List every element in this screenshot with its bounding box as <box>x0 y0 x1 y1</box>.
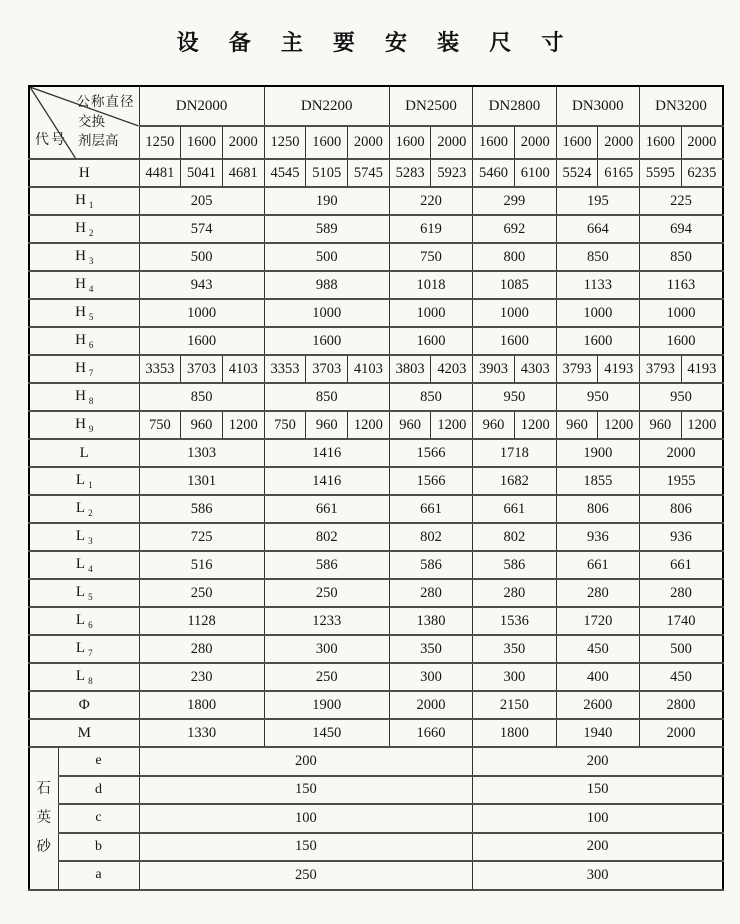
sand-value: 100 <box>473 804 723 833</box>
table-row <box>29 299 723 327</box>
layer-height-header: 2000 <box>681 126 723 159</box>
dimension-value: 586 <box>473 551 556 579</box>
dimension-value: 3353 <box>264 355 306 383</box>
dimension-value: 750 <box>389 243 472 271</box>
sand-value: 200 <box>473 747 723 776</box>
dimension-value: 4203 <box>431 355 473 383</box>
dimension-value: 1900 <box>556 439 639 467</box>
dimension-value: 692 <box>473 215 556 243</box>
dimension-value: 943 <box>139 271 264 299</box>
dimension-value: 4103 <box>222 355 264 383</box>
dimension-value: 3903 <box>473 355 515 383</box>
dimension-value: 1200 <box>598 411 640 439</box>
dimension-value: 280 <box>556 579 639 607</box>
dimension-value: 936 <box>640 523 723 551</box>
table-row <box>29 355 723 383</box>
layer-height-header: 2000 <box>598 126 640 159</box>
dimension-value: 1600 <box>640 327 723 355</box>
corner-exchange-line2: 剂层高 <box>78 133 119 148</box>
quartz-sand-char: 石 <box>36 780 51 797</box>
column-group-header: DN2500 <box>389 86 472 126</box>
dimension-value: 500 <box>139 243 264 271</box>
row-label-subscript: 1 <box>88 480 93 490</box>
table-row <box>29 383 723 411</box>
dimension-value: 3803 <box>389 355 431 383</box>
row-label-subscript: 7 <box>88 648 93 658</box>
dimension-value: 5283 <box>389 159 431 187</box>
row-label: H $_7$ <box>29 355 139 383</box>
dimension-value: 1128 <box>139 607 264 635</box>
dimension-value: 1682 <box>473 467 556 495</box>
dimension-value: 1600 <box>139 327 264 355</box>
dimension-value: 299 <box>473 187 556 215</box>
row-label: H $_2$ <box>29 215 139 243</box>
dimension-value: 960 <box>473 411 515 439</box>
dimension-value: 4193 <box>598 355 640 383</box>
corner-code-label: 代号 <box>35 133 67 148</box>
dimension-value: 280 <box>139 635 264 663</box>
layer-height-header: 1600 <box>556 126 598 159</box>
dimension-value: 960 <box>306 411 348 439</box>
dimension-value: 350 <box>473 635 556 663</box>
table-row <box>29 607 723 635</box>
row-label: L $_1$ <box>29 467 139 495</box>
dimension-value: 3793 <box>640 355 682 383</box>
dimension-value: 3793 <box>556 355 598 383</box>
table-row <box>29 271 723 299</box>
dimension-value: 802 <box>473 523 556 551</box>
dimension-value: 950 <box>473 383 556 411</box>
dimension-value: 1200 <box>222 411 264 439</box>
dimension-value: 1200 <box>681 411 723 439</box>
sand-value: 150 <box>473 776 723 805</box>
dimension-value: 1085 <box>473 271 556 299</box>
dimension-value: 3703 <box>181 355 223 383</box>
dimension-value: 190 <box>264 187 389 215</box>
dimension-value: 5524 <box>556 159 598 187</box>
dimension-value: 1000 <box>389 299 472 327</box>
dimension-value: 500 <box>264 243 389 271</box>
dimension-value: 960 <box>389 411 431 439</box>
dimension-value: 2600 <box>556 691 639 719</box>
dimension-value: 4681 <box>222 159 264 187</box>
dimension-value: 1000 <box>139 299 264 327</box>
dimension-value: 5460 <box>473 159 515 187</box>
page-title: 设 备 主 要 安 装 尺 寸 <box>176 30 576 55</box>
table-row <box>29 495 723 523</box>
dimension-value: 1660 <box>389 719 472 747</box>
quartz-sand-char: 砂 <box>36 838 51 855</box>
row-label: H $_8$ <box>29 383 139 411</box>
row-label: L $_6$ <box>29 607 139 635</box>
column-group-header: DN2000 <box>139 86 264 126</box>
dimension-value: 2000 <box>640 439 723 467</box>
dimension-value: 1380 <box>389 607 472 635</box>
sand-value: 150 <box>139 776 473 805</box>
layer-height-header: 1600 <box>640 126 682 159</box>
dimension-value: 950 <box>640 383 723 411</box>
dimension-value: 6165 <box>598 159 640 187</box>
row-label: L $_8$ <box>29 663 139 691</box>
dimension-value: 1233 <box>264 607 389 635</box>
sand-row-label: b <box>58 833 139 862</box>
dimension-value: 589 <box>264 215 389 243</box>
sand-value: 100 <box>139 804 473 833</box>
layer-height-header: 1250 <box>139 126 181 159</box>
dimension-value: 6235 <box>681 159 723 187</box>
dimension-value: 450 <box>556 635 639 663</box>
dimension-value: 1940 <box>556 719 639 747</box>
dimension-value: 1450 <box>264 719 389 747</box>
dimension-value: 300 <box>473 663 556 691</box>
dimension-value: 2000 <box>640 719 723 747</box>
row-label-subscript: 9 <box>88 424 94 434</box>
dimension-value: 1416 <box>264 439 389 467</box>
dimension-value: 1133 <box>556 271 639 299</box>
corner-cell <box>29 86 139 159</box>
dimension-value: 988 <box>264 271 389 299</box>
dimension-value: 661 <box>640 551 723 579</box>
dimension-value: 661 <box>389 495 472 523</box>
dimension-value: 1955 <box>640 467 723 495</box>
dimension-value: 1566 <box>389 467 472 495</box>
row-label-subscript: 3 <box>88 256 94 266</box>
dimension-value: 1200 <box>431 411 473 439</box>
row-label: H $_3$ <box>29 243 139 271</box>
dimension-value: 661 <box>556 551 639 579</box>
dimension-value: 1720 <box>556 607 639 635</box>
row-label-subscript: 1 <box>88 200 94 210</box>
table-row <box>29 243 723 271</box>
dimension-value: 220 <box>389 187 472 215</box>
dimension-value: 806 <box>640 495 723 523</box>
dimension-value: 250 <box>139 579 264 607</box>
sand-value: 300 <box>473 861 723 890</box>
row-label: H $_5$ <box>29 299 139 327</box>
dimension-value: 850 <box>389 383 472 411</box>
row-label-subscript: 2 <box>88 228 94 238</box>
table-row <box>29 833 723 862</box>
dimension-value: 1163 <box>640 271 723 299</box>
dimension-value: 1855 <box>556 467 639 495</box>
dimension-value: 2150 <box>473 691 556 719</box>
row-label: L $_4$ <box>29 551 139 579</box>
layer-height-header: 1600 <box>389 126 431 159</box>
dimension-value: 1600 <box>556 327 639 355</box>
dimension-value: 1536 <box>473 607 556 635</box>
row-label: H <box>29 159 139 187</box>
dimension-value: 1301 <box>139 467 264 495</box>
dimension-value: 1330 <box>139 719 264 747</box>
dimension-value: 802 <box>264 523 389 551</box>
dimension-value: 4303 <box>514 355 556 383</box>
sand-row-label: a <box>58 861 139 890</box>
dimension-value: 1900 <box>264 691 389 719</box>
dimension-value: 1740 <box>640 607 723 635</box>
sand-row-label: c <box>58 804 139 833</box>
table-row <box>29 187 723 215</box>
dimension-value: 750 <box>264 411 306 439</box>
row-label-subscript: 7 <box>88 368 94 378</box>
row-label: M <box>29 719 139 747</box>
sand-row-label: d <box>58 776 139 805</box>
layer-height-header: 1600 <box>181 126 223 159</box>
dimension-value: 2800 <box>640 691 723 719</box>
column-group-header: DN2200 <box>264 86 389 126</box>
table-row <box>29 523 723 551</box>
table-row <box>29 159 723 187</box>
layer-height-header: 2000 <box>222 126 264 159</box>
dimension-value: 1600 <box>264 327 389 355</box>
table-row <box>29 439 723 467</box>
row-label: H $_4$ <box>29 271 139 299</box>
dimension-value: 802 <box>389 523 472 551</box>
layer-height-header: 1600 <box>473 126 515 159</box>
dimension-value: 230 <box>139 663 264 691</box>
dimension-value: 3353 <box>139 355 181 383</box>
dimensions-table <box>28 85 724 891</box>
sand-value: 200 <box>139 747 473 776</box>
row-label: L $_2$ <box>29 495 139 523</box>
dimension-value: 725 <box>139 523 264 551</box>
quartz-sand-char: 英 <box>36 809 51 826</box>
dimension-value: 4193 <box>681 355 723 383</box>
corner-exchange-layer-label <box>78 112 119 150</box>
dimension-value: 586 <box>139 495 264 523</box>
dimension-value: 850 <box>264 383 389 411</box>
dimension-value: 960 <box>181 411 223 439</box>
corner-exchange-line1: 交换 <box>78 114 105 129</box>
row-label: L <box>29 439 139 467</box>
layer-height-header: 2000 <box>431 126 473 159</box>
row-label-subscript: 4 <box>88 284 94 294</box>
corner-nominal-diameter-label: 公称直径 <box>76 94 135 109</box>
dimension-value: 586 <box>389 551 472 579</box>
dimension-value: 574 <box>139 215 264 243</box>
dimension-value: 960 <box>556 411 598 439</box>
sand-row-label: e <box>58 747 139 776</box>
dimension-value: 400 <box>556 663 639 691</box>
sand-value: 250 <box>139 861 473 890</box>
layer-height-header: 1250 <box>264 126 306 159</box>
dimension-value: 516 <box>139 551 264 579</box>
dimension-value: 250 <box>264 663 389 691</box>
dimension-value: 280 <box>389 579 472 607</box>
dimension-value: 450 <box>640 663 723 691</box>
row-label-subscript: 4 <box>88 564 93 574</box>
dimension-value: 950 <box>556 383 639 411</box>
column-group-header: DN3000 <box>556 86 639 126</box>
dimension-value: 280 <box>473 579 556 607</box>
dimension-value: 586 <box>264 551 389 579</box>
table-row <box>29 551 723 579</box>
layer-height-header: 1600 <box>306 126 348 159</box>
row-label: H $_9$ <box>29 411 139 439</box>
row-label-subscript: 5 <box>88 592 93 602</box>
row-label-subscript: 8 <box>88 676 93 686</box>
dimension-value: 5105 <box>306 159 348 187</box>
dimension-value: 1000 <box>473 299 556 327</box>
row-label-subscript: 6 <box>88 620 93 630</box>
dimension-value: 6100 <box>514 159 556 187</box>
dimension-value: 850 <box>640 243 723 271</box>
row-label-subscript: 8 <box>88 396 94 406</box>
sand-value: 200 <box>473 833 723 862</box>
table-row <box>29 467 723 495</box>
dimension-value: 3703 <box>306 355 348 383</box>
dimension-value: 1000 <box>264 299 389 327</box>
dimension-value: 225 <box>640 187 723 215</box>
sand-value: 150 <box>139 833 473 862</box>
dimension-value: 1303 <box>139 439 264 467</box>
column-group-header: DN3200 <box>640 86 723 126</box>
table-row <box>29 691 723 719</box>
dimension-value: 2000 <box>389 691 472 719</box>
row-label: H $_1$ <box>29 187 139 215</box>
dimension-value: 4545 <box>264 159 306 187</box>
dimension-value: 1416 <box>264 467 389 495</box>
table-row <box>29 663 723 691</box>
dimension-value: 5745 <box>348 159 390 187</box>
table-row <box>29 411 723 439</box>
dimension-value: 936 <box>556 523 639 551</box>
layer-height-header: 2000 <box>348 126 390 159</box>
dimension-value: 661 <box>264 495 389 523</box>
table-row <box>29 215 723 243</box>
table-row <box>29 327 723 355</box>
row-label-subscript: 2 <box>88 508 93 518</box>
dimension-value: 1600 <box>389 327 472 355</box>
dimension-value: 5041 <box>181 159 223 187</box>
table-row <box>29 635 723 663</box>
table-row <box>29 861 723 890</box>
row-label-subscript: 6 <box>88 340 94 350</box>
dimension-value: 850 <box>556 243 639 271</box>
dimension-value: 5595 <box>640 159 682 187</box>
dimension-value: 1000 <box>556 299 639 327</box>
table-row <box>29 747 723 776</box>
dimension-value: 664 <box>556 215 639 243</box>
dimension-value: 300 <box>264 635 389 663</box>
dimension-value: 350 <box>389 635 472 663</box>
table-row <box>29 719 723 747</box>
dimension-value: 1200 <box>514 411 556 439</box>
dimension-value: 4481 <box>139 159 181 187</box>
dimension-value: 960 <box>640 411 682 439</box>
dimension-value: 1000 <box>640 299 723 327</box>
dimension-value: 280 <box>640 579 723 607</box>
dimension-value: 195 <box>556 187 639 215</box>
dimension-value: 806 <box>556 495 639 523</box>
dimension-value: 1566 <box>389 439 472 467</box>
layer-height-header: 2000 <box>514 126 556 159</box>
dimension-value: 800 <box>473 243 556 271</box>
row-label: H $_6$ <box>29 327 139 355</box>
row-label: L $_3$ <box>29 523 139 551</box>
dimension-value: 205 <box>139 187 264 215</box>
row-label: Φ <box>29 691 139 719</box>
dimension-value: 1800 <box>473 719 556 747</box>
dimension-value: 750 <box>139 411 181 439</box>
dimension-value: 250 <box>264 579 389 607</box>
dimension-value: 5923 <box>431 159 473 187</box>
dimension-value: 850 <box>139 383 264 411</box>
row-label: L $_5$ <box>29 579 139 607</box>
dimension-value: 1200 <box>348 411 390 439</box>
dimension-value: 300 <box>389 663 472 691</box>
dimension-value: 661 <box>473 495 556 523</box>
column-group-header: DN2800 <box>473 86 556 126</box>
dimension-value: 4103 <box>348 355 390 383</box>
row-label-subscript: 3 <box>88 536 93 546</box>
dimension-value: 1800 <box>139 691 264 719</box>
table-row <box>29 776 723 805</box>
dimension-value: 1600 <box>473 327 556 355</box>
dimension-value: 694 <box>640 215 723 243</box>
table-row <box>29 804 723 833</box>
quartz-sand-label <box>29 747 58 890</box>
dimension-value: 500 <box>640 635 723 663</box>
row-label: L $_7$ <box>29 635 139 663</box>
table-row <box>29 579 723 607</box>
dimension-value: 619 <box>389 215 472 243</box>
table-container <box>28 85 724 891</box>
row-label-subscript: 5 <box>88 312 94 322</box>
dimension-value: 1018 <box>389 271 472 299</box>
dimension-value: 1718 <box>473 439 556 467</box>
